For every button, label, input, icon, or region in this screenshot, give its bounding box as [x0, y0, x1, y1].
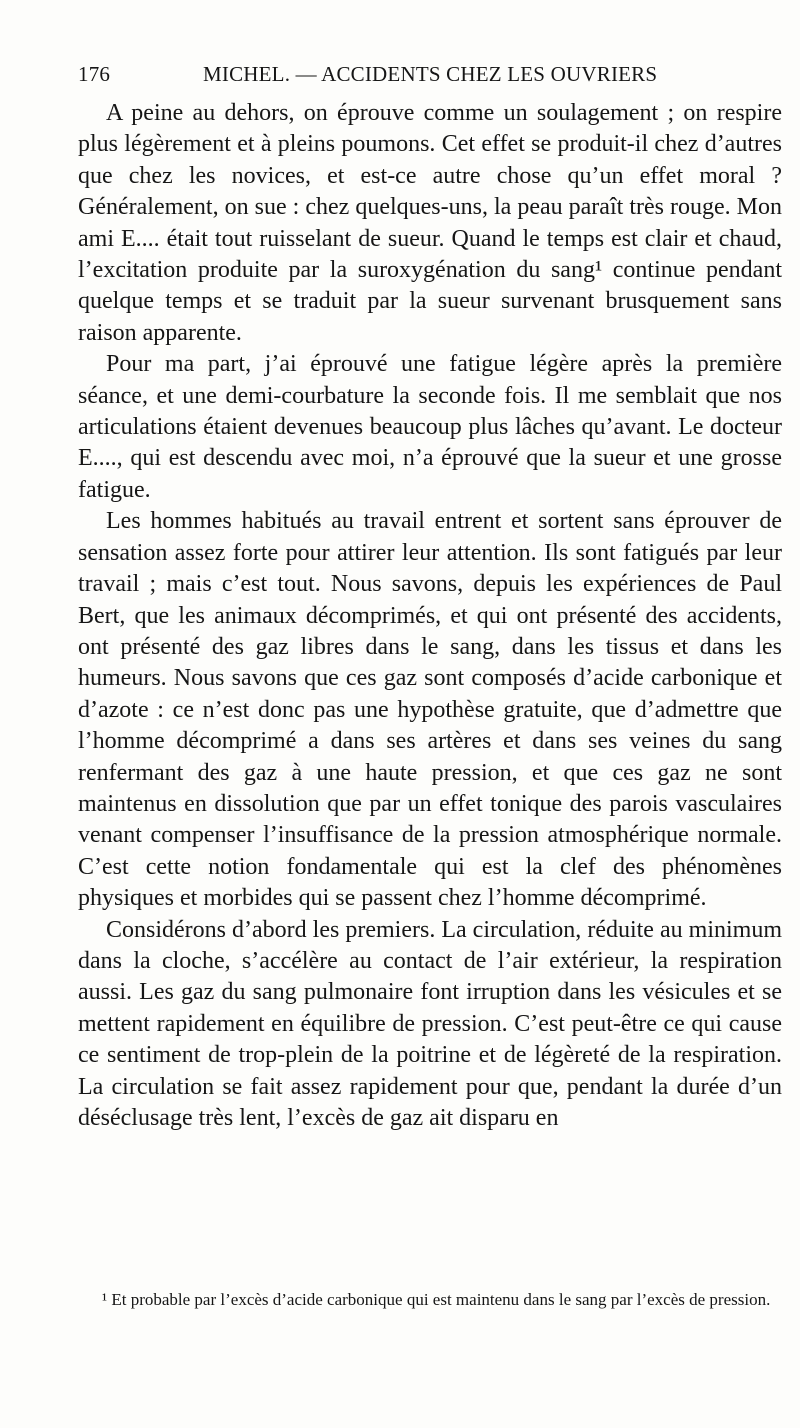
footnotes — [78, 1288, 782, 1312]
paragraph: A peine au dehors, on éprouve comme un soulagement ; on respire plus légèrement et à pleins poumons. Cet effet se produit-il chez d’autres que chez les novices, et est-ce autre chose qu’un effet moral ? Généralement, on sue : chez quelques-uns, la peau paraît très rouge. Mon ami E.... était tout ruisselant de sueur. Quand le temps est clair et chaud, l’excitation produite par la suroxygénation du sang¹ continue pendant quelque temps et se traduit par la sueur survenant brusquement sans raison apparente. — [78, 100, 782, 346]
body-text — [78, 98, 782, 1134]
paragraph: Les hommes habitués au travail entrent et sortent sans éprouver de sensation assez forte pour attirer leur attention. Ils sont fatigués par leur travail ; mais c’est tout. Nous savons, depuis les expériences de Paul Bert, que les animaux décomprimés, et qui ont présenté des accidents, ont présenté des gaz libres dans le sang, dans les tissus et dans les humeurs. Nous savons que ces gaz sont composés d’acide carbonique et d’azote : ce n’est donc pas une hypothèse gratuite, que d’admettre que l’homme décomprimé a dans ses artères et dans ses veines du sang renfermant des gaz à une haute pression, et que ces gaz ne sont maintenus en dissolution que par un effet tonique des parois vasculaires venant compenser l’insuffisance de la pression atmosphérique normale. C’est cette notion fondamentale qui est la clef des phénomènes physiques et morbides qui se passent chez l’homme décomprimé. — [78, 508, 782, 912]
paragraph: Pour ma part, j’ai éprouvé une fatigue légère après la première séance, et une demi-courbature la seconde fois. Il me semblait que nos articulations étaient devenues beaucoup plus lâches qu’avant. Le docteur E...., qui est descendu avec moi, n’a éprouvé que la sueur et une grosse fatigue. — [78, 351, 782, 503]
paragraph: Considérons d’abord les premiers. La circulation, réduite au minimum dans la cloche, s’accélère au contact de l’air extérieur, la respiration aussi. Les gaz du sang pulmonaire font irruption dans les vésicules et se mettent rapidement en équilibre de pression. C’est peut-être ce qui cause ce sentiment de trop-plein de la poitrine et de légèreté de la respiration. La circulation se fait assez rapidement pour que, pendant la durée d’un déséclusage très lent, l’excès de gaz ait disparu en — [78, 916, 782, 1131]
page-number: 176 — [78, 62, 111, 86]
running-title: MICHEL. — ACCIDENTS CHEZ LES OUVRIERS — [203, 62, 658, 86]
page-header — [78, 62, 778, 90]
footnote: ¹ Et probable par l’excès d’acide carbonique qui est maintenu dans le sang par l’excès de pression. — [102, 1290, 771, 1309]
